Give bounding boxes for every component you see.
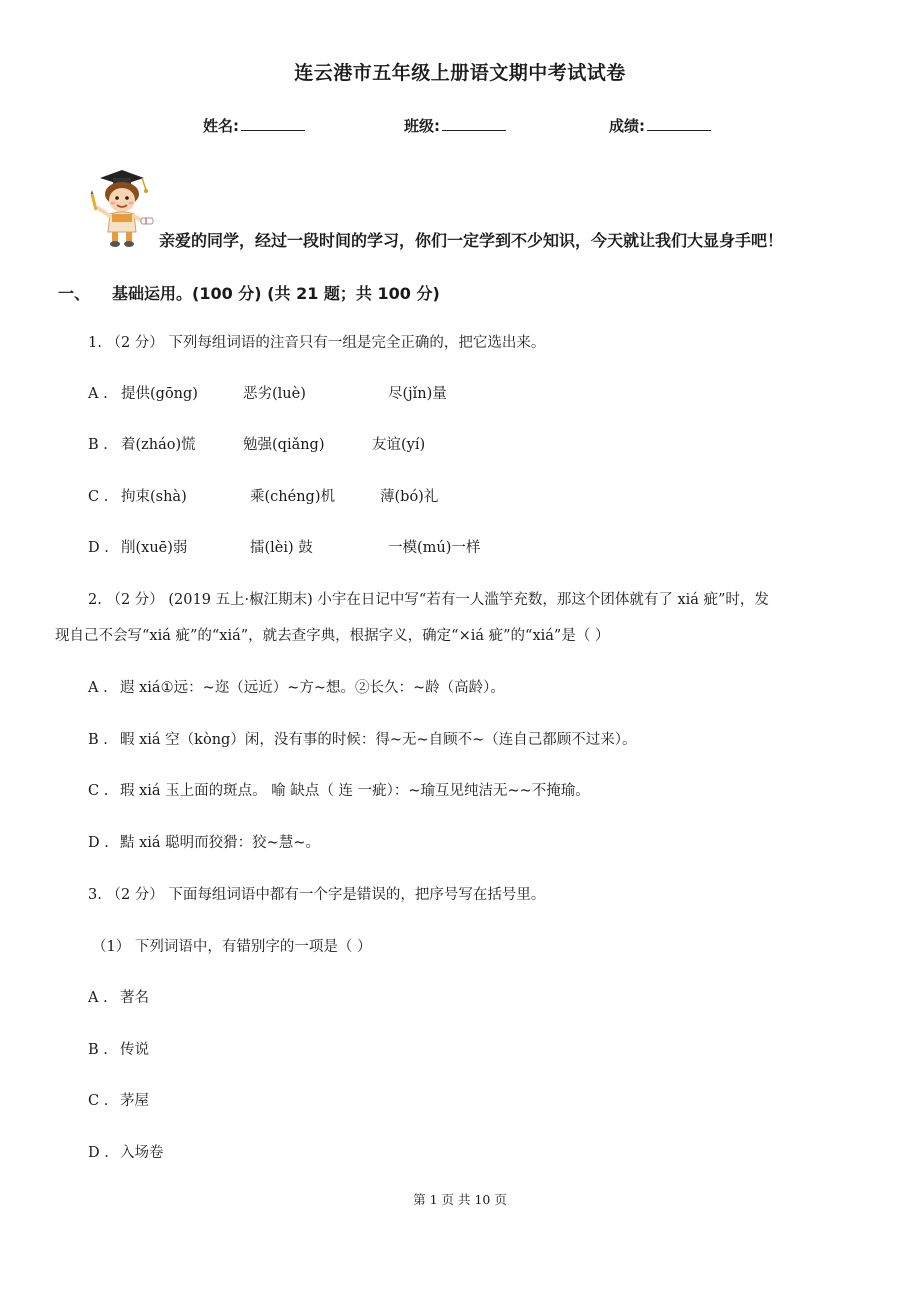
- q2-option-a[interactable]: [88, 678, 505, 698]
- option-letter: C .: [88, 1093, 109, 1109]
- option-word: 恶劣(luè): [243, 386, 306, 402]
- section-title: 基础运用。(100 分) (共 21 题；共 100 分): [112, 284, 440, 303]
- option-text: 著名: [120, 990, 149, 1006]
- option-word: 乘(chéng)机: [250, 489, 335, 505]
- option-letter: A .: [88, 990, 108, 1006]
- option-word: 一模(mú)一样: [388, 540, 481, 556]
- option-word: 擂(lèi) 鼓: [250, 540, 313, 556]
- option-text: 黠 xiá 聪明而狡猾：狡~慧~。: [120, 835, 320, 851]
- page-footer: 第 1 页 共 10 页: [413, 1192, 507, 1207]
- q3-option-c[interactable]: [88, 1091, 149, 1111]
- score-blank[interactable]: [647, 115, 711, 131]
- section-heading: [58, 281, 440, 304]
- option-text: 入场卷: [120, 1145, 164, 1161]
- option-word: 勉强(qiǎng): [243, 437, 325, 453]
- option-letter: C .: [88, 489, 109, 505]
- option-letter: A .: [88, 680, 108, 696]
- exam-title: 连云港市五年级上册语文期中考试试卷: [294, 62, 626, 84]
- option-letter: B .: [88, 437, 108, 453]
- q1-option-c[interactable]: [88, 487, 788, 507]
- option-text: 遐 xiá①远：~迩（远近）~方~想。②长久：~龄（高龄）。: [120, 680, 505, 696]
- option-text: 传说: [120, 1042, 149, 1058]
- option-letter: D .: [88, 1145, 109, 1161]
- option-text: 茅屋: [120, 1093, 149, 1109]
- option-word: 尽(jǐn)量: [388, 386, 447, 402]
- option-letter: D .: [88, 540, 109, 556]
- q2-option-d[interactable]: [88, 833, 320, 853]
- question-2-stem-line2: 现自己不会写“xiá 疵”的“xiá”，就去查字典，根据字义，确定“×iá 疵”的“xiá”是（ ）: [55, 628, 610, 644]
- q1-option-a[interactable]: [88, 384, 788, 404]
- option-letter: C .: [88, 783, 109, 799]
- q1-option-d[interactable]: [88, 538, 788, 558]
- name-blank[interactable]: [241, 115, 305, 131]
- q2-option-b[interactable]: [88, 730, 637, 750]
- option-letter: B .: [88, 1042, 108, 1058]
- option-word: 削(xuē)弱: [121, 540, 188, 556]
- option-word: 着(zháo)慌: [121, 437, 196, 453]
- question-3-sub1: （1） 下列词语中，有错别字的一项是（ ）: [92, 939, 372, 955]
- question-1-stem: 1. （2 分） 下列每组词语的注音只有一组是完全正确的，把它选出来。: [88, 335, 546, 351]
- score-label: 成绩:: [609, 117, 645, 135]
- option-word: 提供(gōng): [121, 386, 198, 402]
- question-2-stem-line1: 2. （2 分） (2019 五上·椒江期末) 小宇在日记中写“若有一人滥竽充数，那这个团体就有了 xiá 疵”时，发: [88, 592, 769, 608]
- student-info-row: [0, 115, 920, 137]
- question-3-stem: 3. （2 分） 下面每组词语中都有一个字是错误的，把序号写在括号里。: [88, 887, 546, 903]
- name-label: 姓名:: [203, 117, 239, 135]
- q3-option-b[interactable]: [88, 1040, 149, 1060]
- option-text: 暇 xiá 空（kòng）闲，没有事的时候：得~无~自顾不~（连自己都顾不过来）。: [120, 732, 637, 748]
- score-field[interactable]: [609, 115, 711, 136]
- greeting-text: 亲爱的同学，经过一段时间的学习，你们一定学到不少知识，今天就让我们大显身手吧！: [159, 231, 784, 250]
- option-word: 拘束(shà): [121, 489, 187, 505]
- option-word: 友谊(yí): [372, 437, 426, 453]
- section-number: 一、: [58, 284, 91, 303]
- name-field[interactable]: [203, 115, 305, 136]
- graduate-mascot-icon: [86, 164, 156, 248]
- q3-option-d[interactable]: [88, 1143, 164, 1163]
- option-text: 瑕 xiá 玉上面的斑点。 喻 缺点（ 连 一疵）：~瑜互见纯洁无~~不掩瑜。: [120, 783, 590, 799]
- q3-option-a[interactable]: [88, 988, 149, 1008]
- class-label: 班级:: [404, 117, 440, 135]
- q1-option-b[interactable]: [88, 435, 788, 455]
- option-letter: B .: [88, 732, 108, 748]
- option-letter: A .: [88, 386, 108, 402]
- option-word: 薄(bó)礼: [380, 489, 439, 505]
- class-field[interactable]: [404, 115, 506, 136]
- option-letter: D .: [88, 835, 109, 851]
- class-blank[interactable]: [442, 115, 506, 131]
- q2-option-c[interactable]: [88, 781, 590, 801]
